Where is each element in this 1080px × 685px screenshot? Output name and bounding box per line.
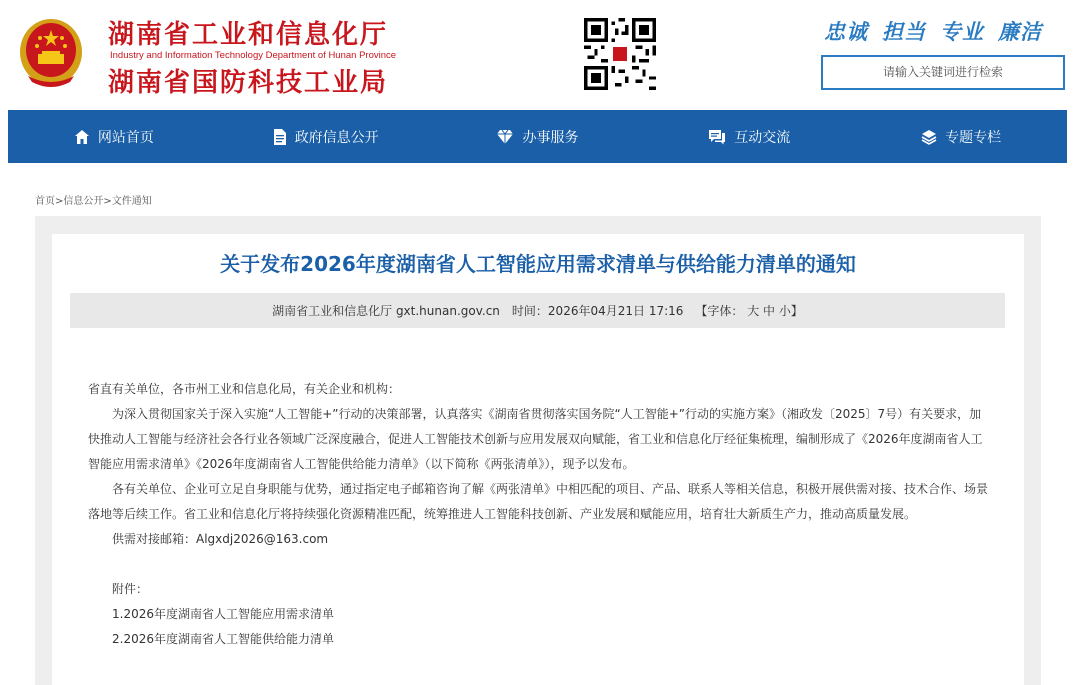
slogan-item: 专业 (940, 20, 984, 44)
nav-item-services[interactable] (432, 110, 644, 163)
department-title-english: Industry and Information Technology Department of Hunan Province (110, 50, 397, 61)
attachment-link[interactable]: 2.2026年度湖南省人工智能供给能力清单 (112, 632, 334, 646)
document-icon (273, 129, 287, 145)
attachment-link[interactable]: 1.2026年度湖南省人工智能应用需求清单 (112, 607, 334, 621)
site-header (0, 0, 1080, 110)
article-title: 关于发布2026年度湖南省人工智能应用需求清单与供给能力清单的通知 (220, 252, 856, 276)
breadcrumb[interactable]: 首页>信息公开>文件通知 (35, 196, 152, 207)
article-time: 时间：2026年04月21日 17:16 (511, 304, 684, 318)
font-size-selector[interactable]: 【字体： 大 中 小】 (695, 304, 803, 318)
diamond-icon (496, 129, 514, 145)
article-body (88, 377, 988, 652)
chat-icon (708, 129, 726, 145)
salutation: 省直有关单位，各市州工业和信息化局，有关企业和机构： (88, 382, 401, 396)
attachments-label: 附件： (112, 582, 149, 596)
national-emblem-logo (18, 16, 84, 90)
search-input[interactable]: 请输入关键词进行检索 (821, 55, 1065, 90)
paragraph: 为深入贯彻国家关于深入实施“人工智能+”行动的决策部署，认真落实《湖南省贯彻落实国务院“人工智能+”行动的实施方案》（湘政发〔2025〕7号）有关要求，加快推动人工智能与经济社会各行业各领域广泛深度融合，促进人工智能技术创新与应用发展双向赋能，省工业和信息化厅经征集梳理，编制形成了《2026年度湖南省人工智能应用需求清单》《2026年度湖南省人工智能供给能力清单》（以下简称《两张清单》），现予以发布。 (88, 407, 983, 471)
article-source: 湖南省工业和信息化厅 gxt.hunan.gov.cn (272, 304, 500, 318)
slogan (824, 16, 1042, 46)
paragraph: 各有关单位、企业可立足自身职能与优势，通过指定电子邮箱咨询了解《两张清单》中相匹配的项目、产品、联系人等相关信息，积极开展供需对接、技术合作、场景落地等后续工作。省工业和信息化厅将持续强化资源精准匹配，统筹推进人工智能科技创新、产业发展和赋能应用，培育壮大新质生产力，推动高质量发展。 (88, 482, 989, 521)
nav-item-label: 互动交流 (734, 129, 791, 146)
slogan-item: 廉洁 (998, 20, 1042, 44)
main-navigation (8, 110, 1067, 163)
slogan-item: 担当 (882, 20, 926, 44)
department-title-secondary: 湖南省国防科技工业局 (108, 68, 389, 98)
contact-email: 供需对接邮箱：Algxdj2026@163.com (112, 532, 329, 546)
nav-item-label: 办事服务 (522, 129, 579, 146)
department-title-primary: 湖南省工业和信息化厅 (108, 20, 389, 50)
nav-item-special-topics[interactable] (855, 110, 1067, 163)
nav-item-gov-info[interactable] (220, 110, 432, 163)
nav-item-home[interactable] (8, 110, 220, 163)
spacer (88, 552, 988, 577)
nav-item-interaction[interactable] (643, 110, 855, 163)
nav-item-label: 专题专栏 (945, 129, 1002, 146)
slogan-item: 忠诚 (824, 20, 868, 44)
nav-item-label: 政府信息公开 (294, 129, 379, 146)
qr-code-image (584, 18, 656, 90)
article-meta (70, 293, 1005, 328)
home-icon (74, 129, 90, 145)
nav-item-label: 网站首页 (97, 129, 154, 146)
layers-icon (921, 129, 937, 145)
